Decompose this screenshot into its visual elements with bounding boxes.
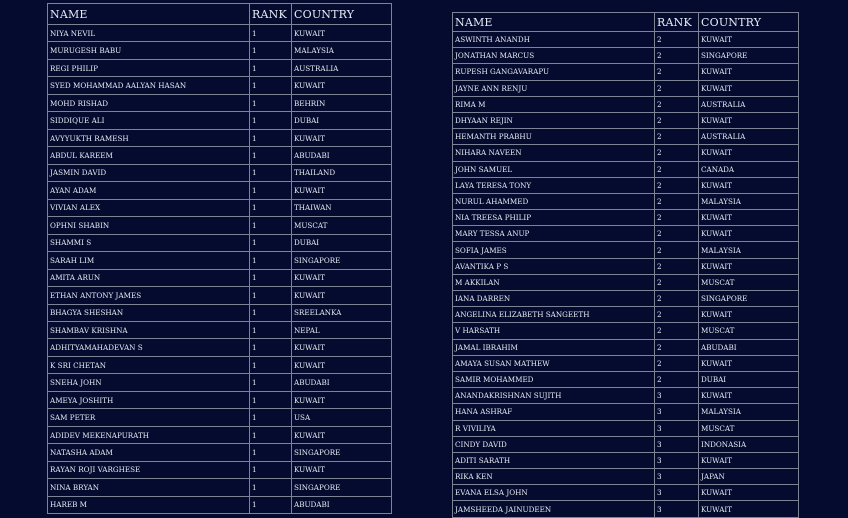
table-row <box>48 147 392 164</box>
table-row <box>48 409 392 426</box>
rank-cell: 1 <box>250 356 292 373</box>
country-cell: KUWAIT <box>292 339 392 356</box>
country-cell: MALAYSIA <box>699 404 799 420</box>
rank-cell: 1 <box>250 217 292 234</box>
rank-cell: 1 <box>250 409 292 426</box>
table-row <box>453 485 799 501</box>
table-row <box>48 356 392 373</box>
name-cell: AMAYA SUSAN MATHEW <box>453 355 655 371</box>
table-row <box>48 164 392 181</box>
name-cell: SHAMBAV KRISHNA <box>48 321 250 338</box>
rank-cell: 3 <box>655 485 699 501</box>
table-row <box>453 258 799 274</box>
name-cell: AVANTIKA P S <box>453 258 655 274</box>
rank-cell: 1 <box>250 129 292 146</box>
table-row <box>453 388 799 404</box>
rank-cell: 2 <box>655 177 699 193</box>
country-cell: DUBAI <box>292 112 392 129</box>
country-cell: KUWAIT <box>292 461 392 478</box>
name-cell: RUPESH GANGAVARAPU <box>453 64 655 80</box>
rank-cell: 2 <box>655 161 699 177</box>
name-cell: SAM PETER <box>48 409 250 426</box>
rank-cell: 1 <box>250 287 292 304</box>
table-row <box>453 436 799 452</box>
table-row <box>48 59 392 76</box>
rank-cell: 2 <box>655 226 699 242</box>
rank-cell: 3 <box>655 452 699 468</box>
rank-cell: 1 <box>250 112 292 129</box>
name-cell: AYAN ADAM <box>48 182 250 199</box>
right-table-body <box>453 32 799 518</box>
country-cell: AUSTRALIA <box>699 96 799 112</box>
name-cell: NIYA NEVIL <box>48 25 250 42</box>
name-cell: JASMIN DAVID <box>48 164 250 181</box>
country-cell: KUWAIT <box>699 64 799 80</box>
country-cell: KUWAIT <box>699 112 799 128</box>
table-row <box>48 321 392 338</box>
country-cell: KUWAIT <box>699 258 799 274</box>
rank-cell: 3 <box>655 404 699 420</box>
table-row <box>453 291 799 307</box>
rank-cell: 2 <box>655 355 699 371</box>
rank-cell: 2 <box>655 32 699 48</box>
header-row <box>48 4 392 25</box>
name-cell: LAYA TERESA TONY <box>453 177 655 193</box>
name-cell: REGI PHILIP <box>48 59 250 76</box>
name-cell: HEMANTH PRABHU <box>453 129 655 145</box>
rank-cell: 1 <box>250 182 292 199</box>
name-cell: M AKKILAN <box>453 274 655 290</box>
table-row <box>48 234 392 251</box>
table-row <box>48 129 392 146</box>
rank-cell: 2 <box>655 371 699 387</box>
left-table-body <box>48 25 392 514</box>
table-row <box>48 339 392 356</box>
table-row <box>48 391 392 408</box>
name-cell: R VIVILIYA <box>453 420 655 436</box>
rank-cell: 2 <box>655 129 699 145</box>
country-cell: KUWAIT <box>292 129 392 146</box>
country-cell: USA <box>292 409 392 426</box>
table-row <box>48 444 392 461</box>
rank-column-header: RANK <box>655 13 699 32</box>
rank-cell: 2 <box>655 258 699 274</box>
rank-cell: 3 <box>655 420 699 436</box>
name-cell: EVANA ELSA JOHN <box>453 485 655 501</box>
table-row <box>453 420 799 436</box>
country-cell: KUWAIT <box>699 32 799 48</box>
name-cell: JAMAL IBRAHIM <box>453 339 655 355</box>
country-cell: DUBAI <box>292 234 392 251</box>
table-row <box>453 226 799 242</box>
country-cell: SREELANKA <box>292 304 392 321</box>
country-cell: KUWAIT <box>699 388 799 404</box>
table-row <box>453 177 799 193</box>
country-cell: KUWAIT <box>292 391 392 408</box>
rank-cell: 2 <box>655 339 699 355</box>
country-cell: CANADA <box>699 161 799 177</box>
rank-cell: 2 <box>655 274 699 290</box>
table-row <box>48 77 392 94</box>
name-cell: RAYAN ROJI VARGHESE <box>48 461 250 478</box>
rank-column-header: RANK <box>250 4 292 25</box>
country-cell: MALAYSIA <box>699 242 799 258</box>
table-row <box>453 371 799 387</box>
country-column-header: COUNTRY <box>699 13 799 32</box>
name-cell: HAREB M <box>48 496 250 513</box>
name-cell: NIHARA NAVEEN <box>453 145 655 161</box>
table-row <box>453 32 799 48</box>
table-row <box>453 193 799 209</box>
table-row <box>453 112 799 128</box>
table-row <box>453 161 799 177</box>
country-cell: THAIWAN <box>292 199 392 216</box>
rank-cell: 1 <box>250 304 292 321</box>
name-cell: V HARSATH <box>453 323 655 339</box>
country-cell: MUSCAT <box>699 420 799 436</box>
table-row <box>48 252 392 269</box>
table-row <box>48 42 392 59</box>
country-cell: KUWAIT <box>699 145 799 161</box>
rank-cell: 2 <box>655 210 699 226</box>
rank-cell: 1 <box>250 164 292 181</box>
rank-cell: 1 <box>250 444 292 461</box>
country-cell: KUWAIT <box>699 485 799 501</box>
name-cell: AMITA ARUN <box>48 269 250 286</box>
rank-cell: 2 <box>655 291 699 307</box>
name-cell: DHYAAN REJIN <box>453 112 655 128</box>
country-cell: KUWAIT <box>292 426 392 443</box>
country-cell: MUSCAT <box>292 217 392 234</box>
country-cell: KUWAIT <box>292 356 392 373</box>
rank-cell: 1 <box>250 25 292 42</box>
country-cell: SINGAPORE <box>699 291 799 307</box>
country-cell: AUSTRALIA <box>699 129 799 145</box>
rank-cell: 2 <box>655 64 699 80</box>
name-cell: HANA ASHRAF <box>453 404 655 420</box>
name-cell: ADIDEV MEKENAPURATH <box>48 426 250 443</box>
rank-cell: 1 <box>250 59 292 76</box>
country-cell: ABUDABI <box>292 147 392 164</box>
header-row <box>453 13 799 32</box>
rank-cell: 2 <box>655 323 699 339</box>
country-cell: SINGAPORE <box>292 252 392 269</box>
table-row <box>48 374 392 391</box>
country-cell: KUWAIT <box>292 182 392 199</box>
country-cell: JAPAN <box>699 469 799 485</box>
name-column-header: NAME <box>48 4 250 25</box>
name-cell: ETHAN ANTONY JAMES <box>48 287 250 304</box>
table-row <box>48 287 392 304</box>
country-cell: KUWAIT <box>292 287 392 304</box>
country-cell: KUWAIT <box>699 226 799 242</box>
name-cell: CINDY DAVID <box>453 436 655 452</box>
name-cell: SIDDIQUE ALI <box>48 112 250 129</box>
name-cell: NIA TREESA PHILIP <box>453 210 655 226</box>
table-row <box>48 94 392 111</box>
country-cell: AUSTRALIA <box>292 59 392 76</box>
country-cell: KUWAIT <box>292 269 392 286</box>
table-row <box>453 274 799 290</box>
rank-cell: 1 <box>250 234 292 251</box>
name-cell: SYED MOHAMMAD AALYAN HASAN <box>48 77 250 94</box>
rank-cell: 2 <box>655 48 699 64</box>
table-row <box>48 112 392 129</box>
country-column-header: COUNTRY <box>292 4 392 25</box>
table-row <box>453 469 799 485</box>
rank-cell: 1 <box>250 426 292 443</box>
table-row <box>48 304 392 321</box>
table-row <box>453 323 799 339</box>
country-cell: ABUDABI <box>699 339 799 355</box>
country-cell: MALAYSIA <box>292 42 392 59</box>
rank-cell: 1 <box>250 42 292 59</box>
name-cell: MARY TESSA ANUP <box>453 226 655 242</box>
table-row <box>453 96 799 112</box>
country-cell: ABUDABI <box>292 374 392 391</box>
name-cell: OPHNI SHABIN <box>48 217 250 234</box>
country-cell: KUWAIT <box>699 355 799 371</box>
country-cell: KUWAIT <box>699 307 799 323</box>
table-row <box>453 339 799 355</box>
rank-cell: 1 <box>250 321 292 338</box>
name-cell: NURUL AHAMMED <box>453 193 655 209</box>
name-cell: NATASHA ADAM <box>48 444 250 461</box>
country-cell: KUWAIT <box>292 77 392 94</box>
name-cell: SARAH LIM <box>48 252 250 269</box>
name-cell: SHAMMI S <box>48 234 250 251</box>
name-cell: JAMSHEEDA JAINUDEEN <box>453 501 655 517</box>
country-cell: INDONASIA <box>699 436 799 452</box>
name-cell: ABDUL KAREEM <box>48 147 250 164</box>
name-cell: SAMIR MOHAMMED <box>453 371 655 387</box>
name-cell: ANGELINA ELIZABETH SANGEETH <box>453 307 655 323</box>
name-cell: ASWINTH ANANDH <box>453 32 655 48</box>
table-row <box>453 404 799 420</box>
name-cell: ANANDAKRISHNAN SUJITH <box>453 388 655 404</box>
rank-cell: 1 <box>250 94 292 111</box>
table-row <box>453 242 799 258</box>
rank-cell: 3 <box>655 469 699 485</box>
rank-cell: 2 <box>655 80 699 96</box>
name-cell: MOHD RISHAD <box>48 94 250 111</box>
country-cell: KUWAIT <box>292 25 392 42</box>
rank-cell: 1 <box>250 391 292 408</box>
country-cell: ABUDABI <box>292 496 392 513</box>
country-cell: DUBAI <box>699 371 799 387</box>
country-cell: SINGAPORE <box>292 444 392 461</box>
table-row <box>453 355 799 371</box>
country-cell: BEHRIN <box>292 94 392 111</box>
table-row <box>48 479 392 496</box>
rank-cell: 2 <box>655 145 699 161</box>
rank-cell: 2 <box>655 193 699 209</box>
country-cell: MALAYSIA <box>699 193 799 209</box>
table-row <box>453 210 799 226</box>
name-cell: JONATHAN MARCUS <box>453 48 655 64</box>
rank-cell: 2 <box>655 112 699 128</box>
name-cell: RIKA KEN <box>453 469 655 485</box>
rank-cell: 1 <box>250 479 292 496</box>
country-cell: KUWAIT <box>699 80 799 96</box>
table-row <box>48 217 392 234</box>
right-rank-table <box>452 12 799 518</box>
rank-cell: 1 <box>250 496 292 513</box>
table-row <box>453 452 799 468</box>
rank-cell: 2 <box>655 307 699 323</box>
rank-cell: 1 <box>250 252 292 269</box>
name-cell: VIVIAN ALEX <box>48 199 250 216</box>
table-row <box>453 129 799 145</box>
rank-cell: 3 <box>655 388 699 404</box>
table-row <box>48 199 392 216</box>
rank-cell: 1 <box>250 147 292 164</box>
rank-cell: 3 <box>655 501 699 517</box>
table-row <box>48 496 392 513</box>
table-row <box>453 64 799 80</box>
table-row <box>48 182 392 199</box>
rank-cell: 1 <box>250 77 292 94</box>
name-cell: SNEHA JOHN <box>48 374 250 391</box>
country-cell: KUWAIT <box>699 177 799 193</box>
name-cell: RIMA M <box>453 96 655 112</box>
rank-cell: 1 <box>250 199 292 216</box>
table-row <box>48 426 392 443</box>
name-cell: AMEYA JOSHITH <box>48 391 250 408</box>
country-cell: MUSCAT <box>699 274 799 290</box>
name-cell: JOHN SAMUEL <box>453 161 655 177</box>
name-cell: MURUGESH BABU <box>48 42 250 59</box>
rank-cell: 2 <box>655 96 699 112</box>
rank-cell: 3 <box>655 436 699 452</box>
table-row <box>48 25 392 42</box>
rank-cell: 2 <box>655 242 699 258</box>
table-row <box>453 80 799 96</box>
name-cell: ADHITYAMAHADEVAN S <box>48 339 250 356</box>
name-cell: NINA BRYAN <box>48 479 250 496</box>
table-row <box>48 269 392 286</box>
country-cell: SINGAPORE <box>292 479 392 496</box>
table-row <box>453 48 799 64</box>
country-cell: KUWAIT <box>699 452 799 468</box>
table-row <box>453 145 799 161</box>
country-cell: NEPAL <box>292 321 392 338</box>
country-cell: KUWAIT <box>699 210 799 226</box>
table-row <box>48 461 392 478</box>
name-cell: BHAGYA SHESHAN <box>48 304 250 321</box>
country-cell: KUWAIT <box>699 501 799 517</box>
rank-cell: 1 <box>250 461 292 478</box>
rank-cell: 1 <box>250 339 292 356</box>
rank-cell: 1 <box>250 269 292 286</box>
country-cell: THAILAND <box>292 164 392 181</box>
country-cell: MUSCAT <box>699 323 799 339</box>
name-cell: IANA DARREN <box>453 291 655 307</box>
rank-cell: 1 <box>250 374 292 391</box>
name-cell: AVYYUKTH RAMESH <box>48 129 250 146</box>
name-cell: SOFIA JAMES <box>453 242 655 258</box>
name-cell: ADITI SARATH <box>453 452 655 468</box>
name-cell: K SRI CHETAN <box>48 356 250 373</box>
country-cell: SINGAPORE <box>699 48 799 64</box>
left-rank-table <box>47 3 392 514</box>
name-column-header: NAME <box>453 13 655 32</box>
table-row <box>453 307 799 323</box>
name-cell: JAYNE ANN RENJU <box>453 80 655 96</box>
